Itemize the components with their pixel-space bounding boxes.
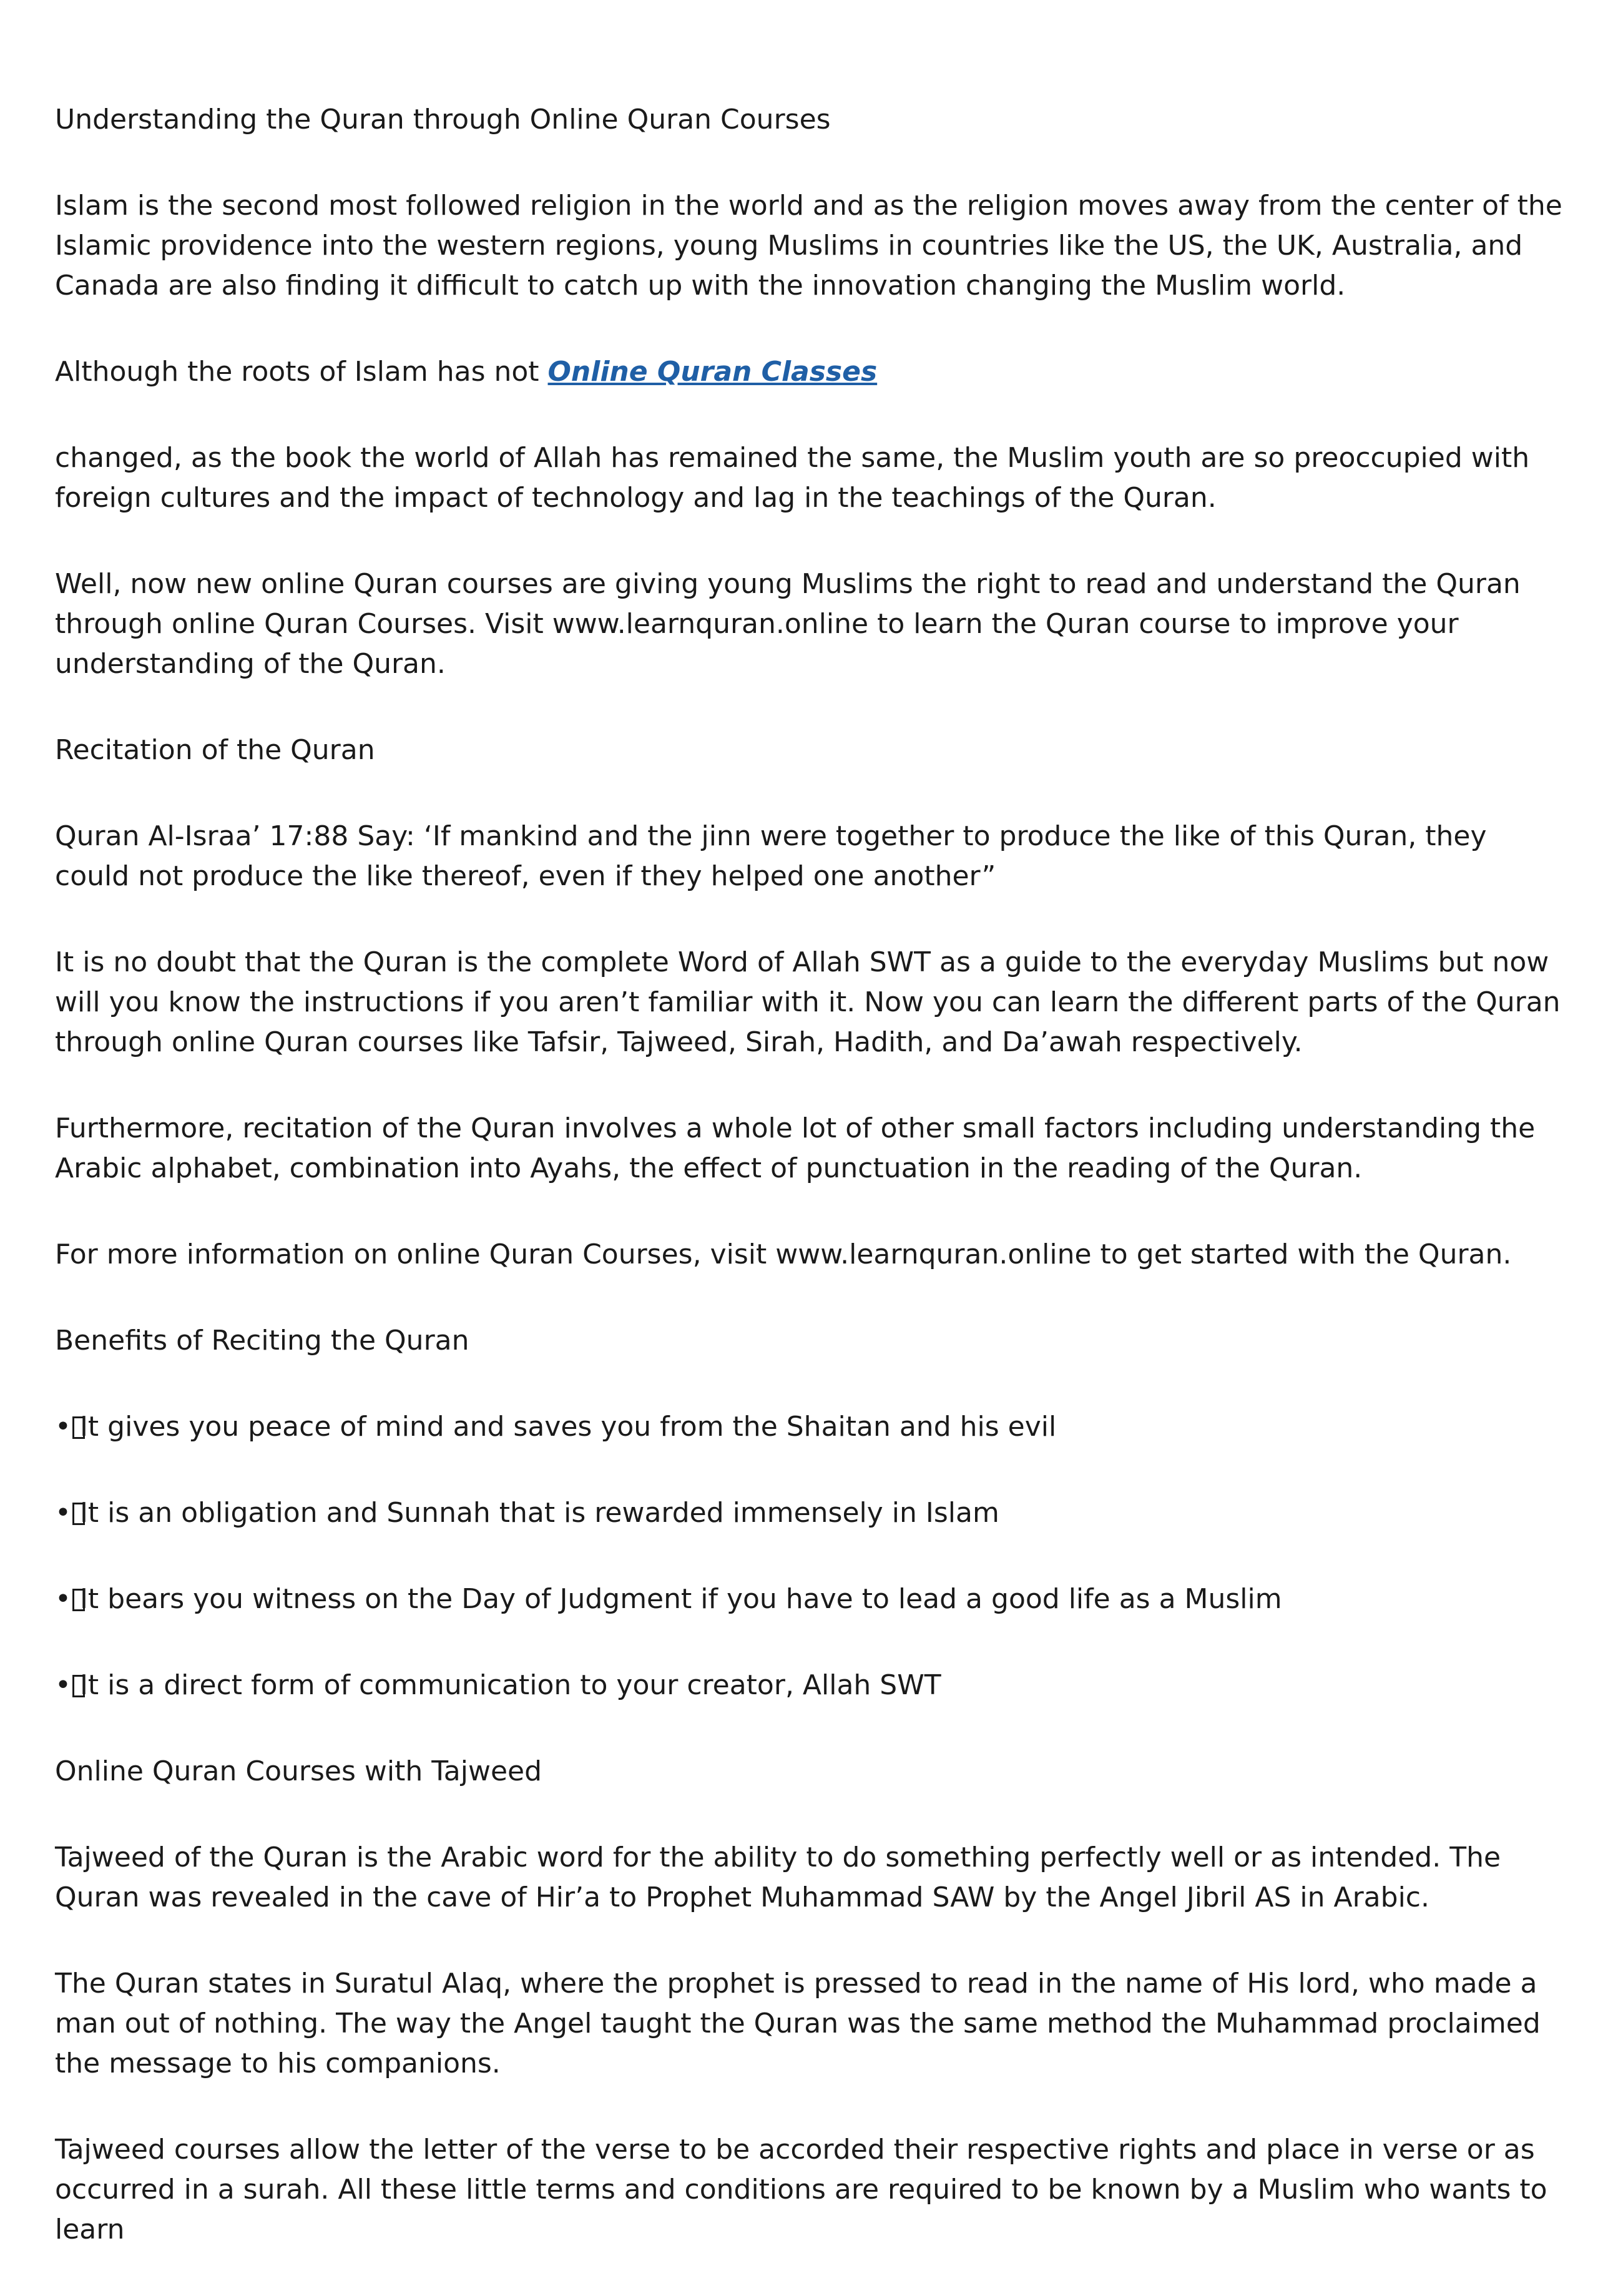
bullet-text: It gives you peace of mind and saves you from the Shaitan and his evil (79, 1411, 1057, 1443)
paragraph-roots-text: Although the roots of Islam has not (55, 356, 548, 388)
paragraph-word-of-allah: It is no doubt that the Quran is the complete Word of Allah SWT as a guide to the everyday Muslims but now will you know the instructions if you aren’t familiar with it. Now you can learn the different parts of the Quran through online Quran courses like Tafsir, Tajweed, Sirah, Hadith, and Da’awah respectively. (55, 946, 1561, 1058)
bullet-icon: • (55, 1497, 71, 1529)
bullet-item (55, 1407, 1566, 1447)
paragraph-recitation-factors: Furthermore, recitation of the Quran involves a whole lot of other small factors including understanding the Arabic alphabet, combination into Ayahs, the effect of punctuation in the reading of the Quran. (55, 1112, 1536, 1184)
paragraph-online-courses: Well, now new online Quran courses are giving young Muslims the right to read and understand the Quran through online Quran Courses. Visit www.learnquran.online to learn the Quran course to improve your understanding of the Quran. (55, 568, 1521, 680)
bullet-icon: • (55, 1583, 71, 1615)
paragraph-suratul-alaq: The Quran states in Suratul Alaq, where the prophet is pressed to read in the name of His lord, who made a man out of nothing. The way the Angel taught the Quran was the same method the Muhammad proclaimed the message to his companions. (55, 1968, 1541, 2079)
bullet-item (55, 1666, 1566, 1705)
paragraph-tajweed-courses: Tajweed courses allow the letter of the verse to be accorded their respective rights and place in verse or as occurred in a surah. All these little terms and conditions are required to be known by a Muslim who wants to learn (55, 2134, 1547, 2245)
heading-tajweed: Online Quran Courses with Tajweed (55, 1755, 542, 1787)
page-title: Understanding the Quran through Online Quran Courses (55, 104, 831, 135)
paragraph-roots (55, 352, 1566, 392)
document-body (55, 100, 1566, 2296)
bullet-icon: • (55, 1411, 71, 1443)
paragraph-tajweed-definition: Tajweed of the Quran is the Arabic word for the ability to do something perfectly well or as intended. The Quran was revealed in the cave of Hir’a to Prophet Muhammad SAW by the Angel Jibril AS in Arabic. (55, 1842, 1501, 1913)
paragraph-more-info: For more information on online Quran Courses, visit www.learnquran.online to get started with the Quran. (55, 1239, 1512, 1270)
bullet-text: It is an obligation and Sunnah that is rewarded immensely in Islam (79, 1497, 999, 1529)
bullet-icon: • (55, 1669, 71, 1701)
online-quran-classes-link[interactable]: Online Quran Classes (547, 356, 878, 388)
heading-benefits: Benefits of Reciting the Quran (55, 1325, 469, 1357)
paragraph-intro: Islam is the second most followed religion in the world and as the religion moves away from the center of the Islamic providence into the western regions, young Muslims in countries like the US, the UK, Australia, and Canada are also finding it difficult to catch up with the innovation changing the Muslim world. (55, 190, 1562, 302)
bullet-item (55, 1493, 1566, 1533)
bullet-item (55, 1579, 1566, 1619)
bullet-text: It is a direct form of communication to your creator, Allah SWT (79, 1669, 941, 1701)
paragraph-changed: changed, as the book the world of Allah has remained the same, the Muslim youth are so preoccupied with foreign cultures and the impact of technology and lag in the teachings of the Quran. (55, 442, 1530, 514)
paragraph-quote: Quran Al-Israa’ 17:88 Say: ‘If mankind and the jinn were together to produce the like of this Quran, they could not produce the like thereof, even if they helped one another” (55, 820, 1487, 892)
bullet-text: It bears you witness on the Day of Judgment if you have to lead a good life as a Muslim (79, 1583, 1282, 1615)
heading-recitation: Recitation of the Quran (55, 734, 375, 766)
